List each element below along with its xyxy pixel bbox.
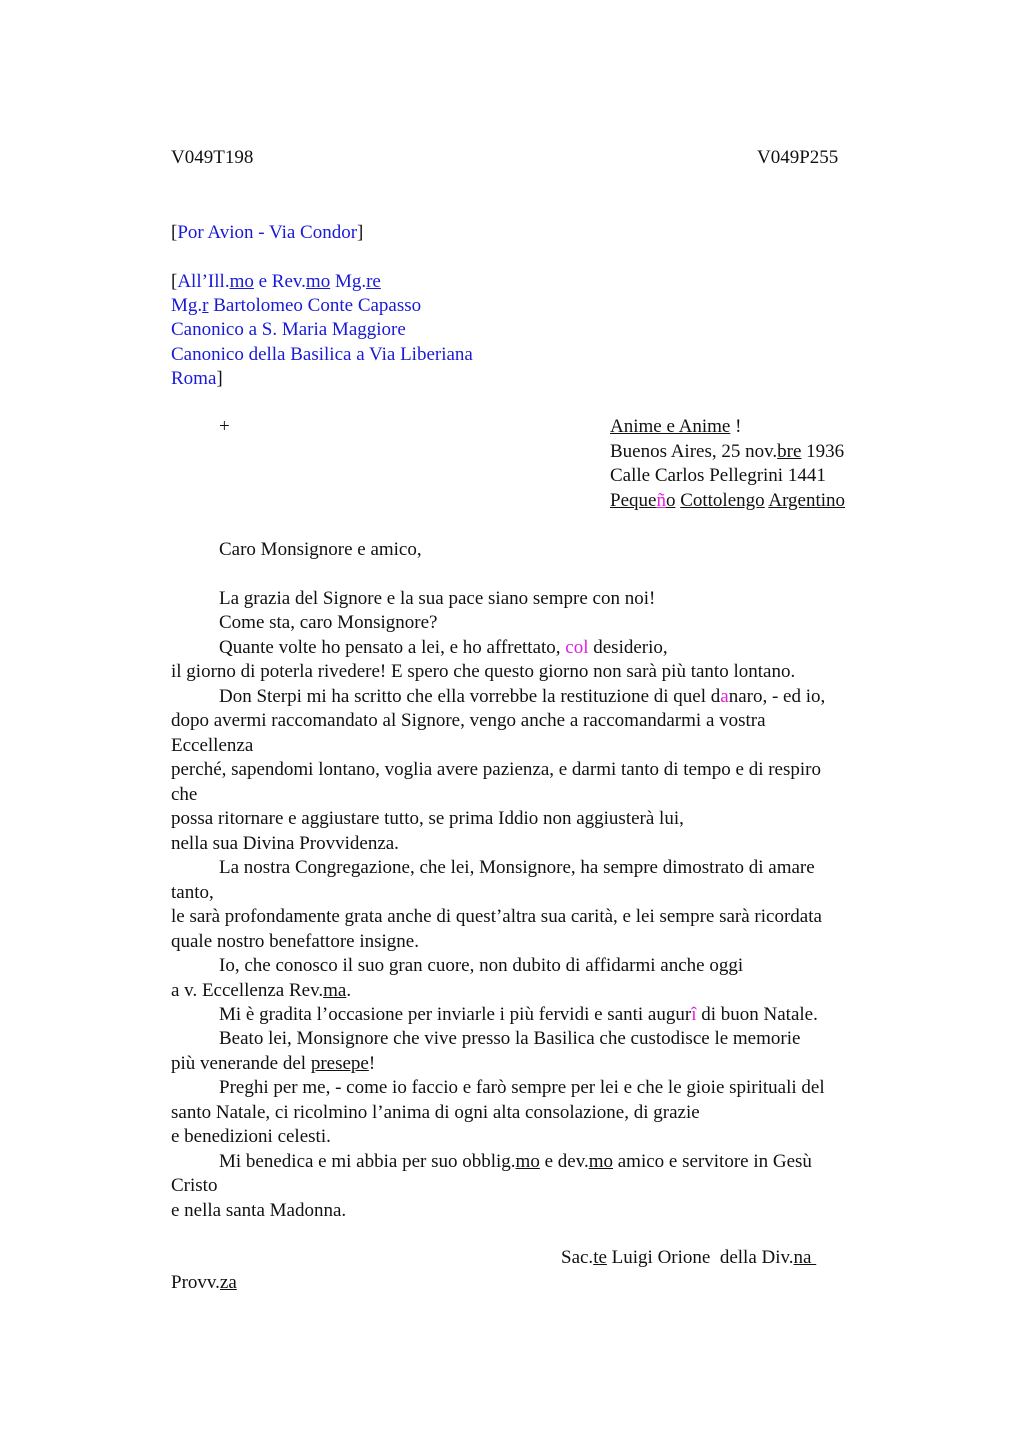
address-line-2: Mg.r Bartolomeo Conte Capasso (171, 295, 422, 316)
street-address: Calle Carlos Pellegrini 1441 (610, 465, 826, 486)
institution-name: Pequeño Cottolengo Argentino (610, 490, 846, 511)
address-line-5: Roma] (171, 368, 223, 389)
signature-line-2: Provv.za (171, 1272, 237, 1293)
body-line: le sarà profondamente grata anche di quest’altra sua carità, e lei sempre sarà ricordata (171, 906, 822, 927)
address-line-4: Canonico della Basilica a Via Liberiana (171, 344, 473, 365)
body-line: a v. Eccellenza Rev.ma. (171, 980, 352, 1001)
body-line: Cristo (171, 1175, 218, 1196)
body-line: santo Natale, ci ricolmino l’anima di ogni alta consolazione, di grazie (171, 1102, 700, 1123)
body-line: e nella santa Madonna. (171, 1200, 347, 1221)
body-line: e benedizioni celesti. (171, 1126, 331, 1147)
body-line: La nostra Congregazione, che lei, Monsignore, ha sempre dimostrato di amare (219, 857, 815, 878)
greeting: Caro Monsignore e amico, (219, 539, 422, 560)
body-line: La grazia del Signore e la sua pace siano sempre con noi! (219, 588, 656, 609)
body-line: più venerande del presepe! (171, 1053, 376, 1074)
body-line: Mi benedica e mi abbia per suo obblig.mo e dev.mo amico e servitore in Gesù (219, 1151, 812, 1172)
body-line: che (171, 784, 198, 805)
archive-code-left: V049T198 (171, 147, 254, 168)
address-line-3: Canonico a S. Maria Maggiore (171, 319, 406, 340)
body-line: possa ritornare e aggiustare tutto, se prima Iddio non aggiusterà lui, (171, 808, 684, 829)
motto: Anime e Anime ! (610, 416, 742, 437)
body-line: Preghi per me, - come io faccio e farò sempre per lei e che le gioie spirituali del (219, 1077, 825, 1098)
cross-mark: + (219, 416, 230, 437)
body-line: quale nostro benefattore insigne. (171, 931, 419, 952)
body-line: perché, sapendomi lontano, voglia avere pazienza, e darmi tanto di tempo e di respiro (171, 759, 821, 780)
body-line: Mi è gradita l’occasione per inviarle i più fervidi e santi augurî di buon Natale. (219, 1004, 818, 1025)
body-line: Quante volte ho pensato a lei, e ho affrettato, col desiderio, (219, 637, 668, 658)
body-line: Don Sterpi mi ha scritto che ella vorrebbe la restituzione di quel danaro, - ed io, (219, 686, 826, 707)
body-line: il giorno di poterla rivedere! E spero che questo giorno non sarà più tanto lontano. (171, 661, 796, 682)
body-line: tanto, (171, 882, 214, 903)
address-line-1: [All’Ill.mo e Rev.mo Mg.re (171, 271, 381, 292)
body-line: Io, che conosco il suo gran cuore, non dubito di affidarmi anche oggi (219, 955, 744, 976)
body-line: dopo avermi raccomandato al Signore, vengo anche a raccomandarmi a vostra (171, 710, 766, 731)
body-line: Eccellenza (171, 735, 254, 756)
archive-code-right: V049P255 (757, 147, 839, 168)
body-line: nella sua Divina Provvidenza. (171, 833, 399, 854)
signature-line-1: Sac.te Luigi Orione della Div.na (561, 1247, 817, 1268)
body-line: Come sta, caro Monsignore? (219, 612, 438, 633)
place-date: Buenos Aires, 25 nov.bre 1936 (610, 441, 845, 462)
body-line: Beato lei, Monsignore che vive presso la Basilica che custodisce le memorie (219, 1028, 801, 1049)
airmail-note: [Por Avion - Via Condor] (171, 222, 364, 243)
